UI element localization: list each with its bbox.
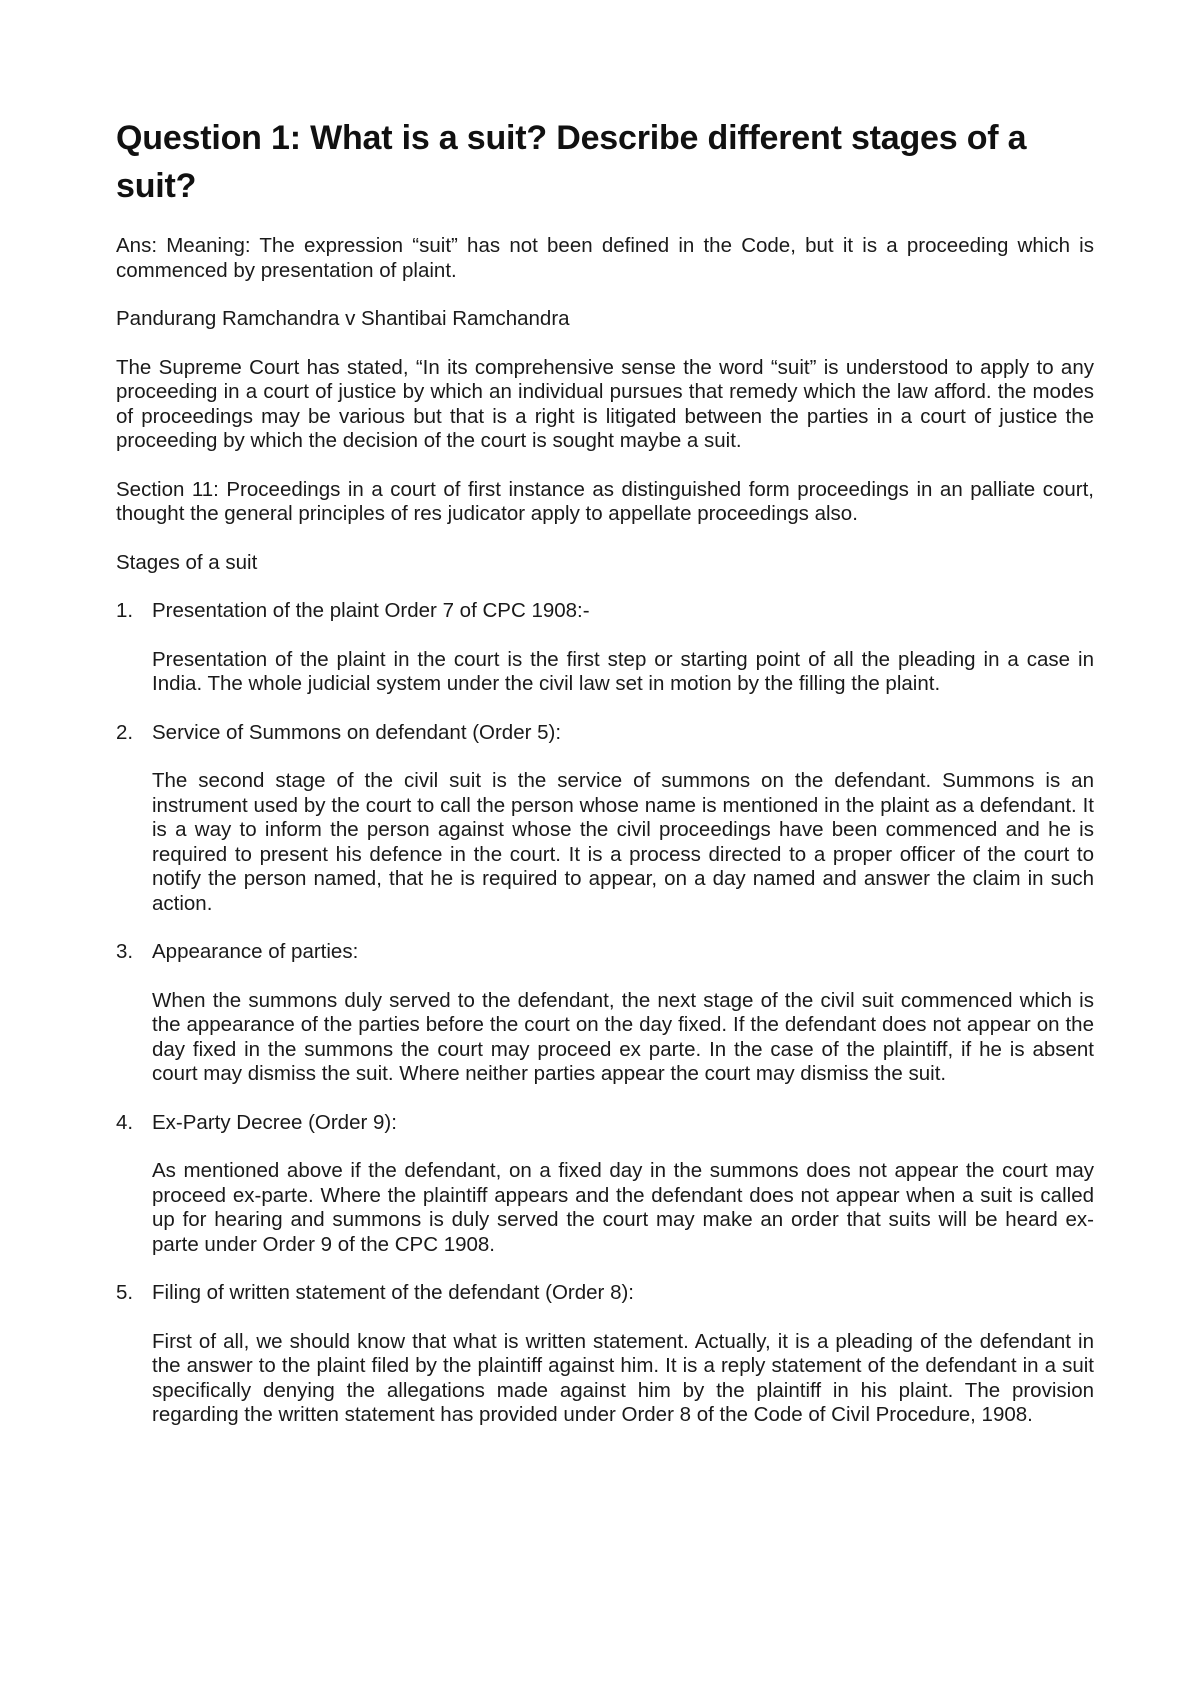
stage-item: [116, 1111, 1094, 1258]
stage-body: First of all, we should know that what is written statement. Actually, it is a pleading of the defendant in the answer to the plaint filed by the plaintiff against him. It is a reply statement of the defendant in a suit specifically denying the allegations made against him by the plaintiff in his plaint. The provision regarding the written statement has provided under Order 8 of the Code of Civil Procedure, 1908.: [152, 1329, 1094, 1426]
stages-heading: Stages of a suit: [116, 550, 258, 574]
stage-number: 1.: [116, 599, 134, 622]
stage-body: When the summons duly served to the defendant, the next stage of the civil suit commenced which is the appearance of the parties before the court on the day fixed. If the defendant does not appear on the day fixed in the summons the court may proceed ex parte. In the case of the plaintiff, if he is absent court may dismiss the suit. Where neither parties appear the court may dismiss the suit.: [152, 988, 1094, 1085]
stage-body: Presentation of the plaint in the court is the first step or starting point of all the pleading in a case in India. The whole judicial system under the civil law set in motion by the filling the plaint.: [152, 647, 1094, 695]
stage-title: Service of Summons on defendant (Order 5):: [152, 720, 562, 744]
case-name: Pandurang Ramchandra v Shantibai Ramchandra: [116, 307, 570, 330]
stage-item: [116, 1281, 1094, 1428]
stage-item: [116, 721, 1094, 917]
stage-number: 4.: [116, 1110, 134, 1134]
section-11-paragraph: Section 11: Proceedings in a court of first instance as distinguished form proceedings in an palliate court, thought the general principles of res judicator apply to appellate proceedings also.: [116, 477, 1094, 525]
stage-body: As mentioned above if the defendant, on a fixed day in the summons does not appear the court may proceed ex-parte. Where the plaintiff appears and the defendant does not appear when a suit is called up for hearing and summons is duly served the court may make an order that suits will be heard ex-parte under Order 9 of the CPC 1908.: [152, 1159, 1094, 1256]
document-page: [116, 114, 1094, 1452]
stage-title: Appearance of parties:: [152, 940, 359, 963]
stage-item: [116, 599, 1094, 697]
stage-number: 5.: [116, 1281, 134, 1304]
stage-title: Ex-Party Decree (Order 9):: [152, 1110, 397, 1134]
stages-list: [116, 599, 1094, 1428]
stage-number: 3.: [116, 940, 134, 963]
stage-number: 2.: [116, 720, 134, 744]
stage-title: Filing of written statement of the defendant (Order 8):: [152, 1281, 634, 1304]
stage-title: Presentation of the plaint Order 7 of CPC 1908:-: [152, 599, 590, 622]
stage-item: [116, 940, 1094, 1087]
answer-intro: Ans: Meaning: The expression “suit” has not been defined in the Code, but it is a proceeding which is commenced by presentation of plaint.: [116, 234, 1094, 282]
stage-body: The second stage of the civil suit is the service of summons on the defendant. Summons is an instrument used by the court to call the person whose name is mentioned in the plaint as a defendant. It is a way to inform the person against whose the civil proceedings have been commenced and he is required to present his defence in the court. It is a process directed to a proper officer of the court to notify the person named, that he is required to appear, on a day named and answer the claim in such action.: [152, 769, 1094, 915]
supreme-court-quote: The Supreme Court has stated, “In its comprehensive sense the word “suit” is understood to apply to any proceeding in a court of justice by which an individual pursues that remedy which the law afford. the modes of proceedings may be various but that is a right is litigated between the parties in a court of justice the proceeding by which the decision of the court is sought maybe a suit.: [116, 355, 1094, 452]
question-title: Question 1: What is a suit? Describe different stages of a suit?: [116, 119, 1027, 205]
